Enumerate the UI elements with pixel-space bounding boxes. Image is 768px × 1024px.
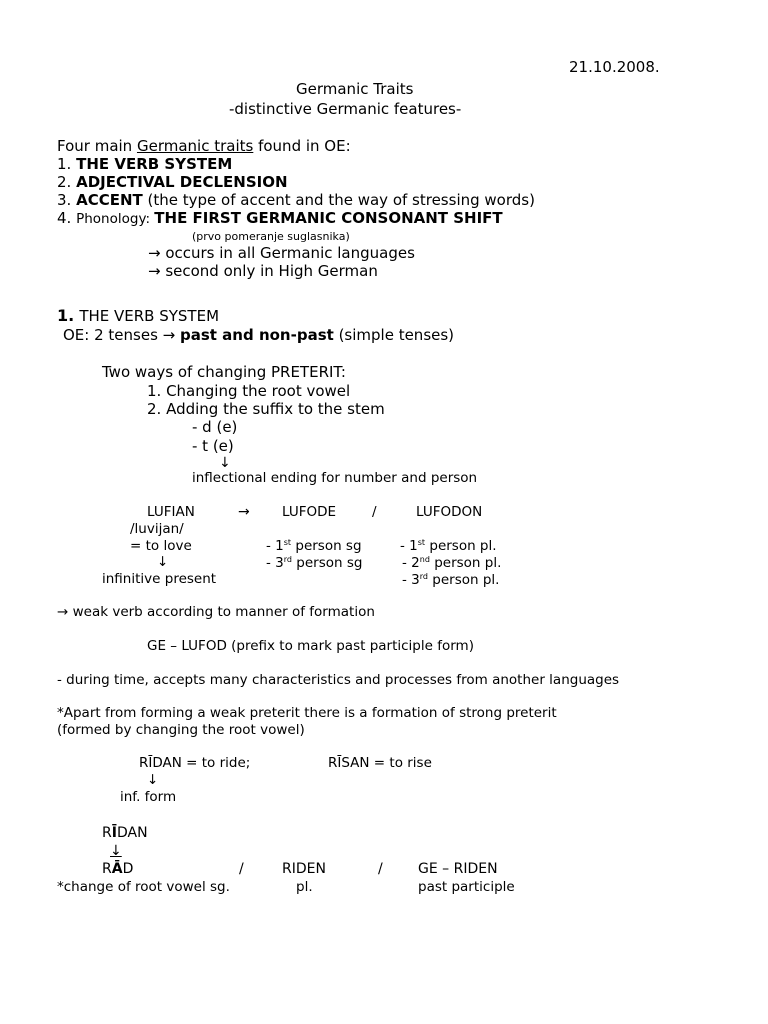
tenses-bold: past and non-past [180,326,334,344]
intro-line [57,139,351,154]
trait-label: THE FIRST GERMANIC CONSONANT SHIFT [154,209,503,227]
strong-preterit-line-1: *Apart from forming a weak preterit there is a formation of strong preterit [57,705,557,721]
down-arrow-icon: ↓ [147,772,159,788]
down-arrow-icon: ↓ [110,843,122,859]
pl-label-2 [402,557,501,571]
label-post: person pl. [428,572,500,588]
label-post: person sg [292,555,363,571]
label-pre: - 1 [266,538,284,554]
trait-item-1 [57,157,232,172]
example-past-sg: LUFODE [282,504,337,520]
ablaut-label-sg: *change of root vowel sg. [57,879,230,895]
document-title: Germanic Traits [296,80,414,98]
letter: DAN [116,825,148,841]
section-title: THE VERB SYSTEM [79,307,220,325]
section-number: 1. [57,306,75,325]
rad-word [102,862,133,876]
document-subtitle: -distinctive Germanic features- [229,100,462,118]
example-infinitive: LUFIAN [147,504,195,520]
long-vowel: Ī [111,825,117,841]
preterit-way-1: 1. Changing the root vowel [147,382,351,400]
down-arrow-icon: ↓ [157,554,169,570]
example-past-pl: LUFODON [416,504,483,520]
riden-word: RIDEN [282,861,326,877]
suffix-t: - t (e) [192,437,234,455]
preterit-intro: Two ways of changing PRETERIT: [102,363,346,381]
tenses-prefix: OE: 2 tenses → [63,326,180,344]
weak-verb-note: → weak verb according to manner of formation [57,604,375,620]
intro-prefix: Four main [57,137,137,155]
tenses-suffix: (simple tenses) [333,326,455,344]
trait-extra: (the type of accent and the way of stressing words) [142,191,535,209]
label-pre: - 3 [402,572,420,588]
inf-form-label: inf. form [120,789,177,805]
ridan-word [102,826,148,840]
preterit-way-2: 2. Adding the suffix to the stem [147,400,385,418]
example-pronunciation: /luvijan/ [130,521,184,537]
label-pre: - 2 [402,555,420,571]
trait-item-2 [57,175,288,190]
example-infinitive-label: infinitive present [102,571,217,587]
long-vowel: Ā [111,861,123,877]
trait-label: ACCENT [76,191,143,209]
ridan-example: RĪDAN = to ride; [139,755,251,771]
trait-label: ADJECTIVAL DECLENSION [76,173,288,191]
document-date: 21.10.2008. [569,58,660,76]
intro-germanic-traits: Germanic traits [136,137,254,155]
intro-suffix: found in OE: [253,137,351,155]
label-sup: st [417,538,426,547]
example-meaning: = to love [130,538,192,554]
trait-number: 3. [57,191,72,209]
risan-example: RĪSAN = to rise [328,755,432,771]
trait-label: THE VERB SYSTEM [76,155,233,173]
shift-point-2: → second only in High German [148,262,378,280]
strong-preterit-line-2: (formed by changing the root vowel) [57,722,305,738]
ge-riden-word: GE – RIDEN [418,861,498,877]
label-pre: - 1 [400,538,418,554]
ending-note: inflectional ending for number and person [192,470,478,486]
trait-prefix: Phonology: [76,211,155,227]
label-sup: rd [419,572,428,581]
ablaut-slash-1: / [239,861,244,877]
label-sup: nd [419,555,430,564]
tenses-line [63,328,454,343]
label-pre: - 3 [266,555,284,571]
consonant-shift-note: (prvo pomeranje suglasnika) [192,230,350,243]
pl-label-3 [402,574,499,588]
ablaut-slash-2: / [378,861,383,877]
label-post: person pl. [429,555,502,571]
shift-point-1: → occurs in all Germanic languages [148,244,415,262]
label-sup: st [283,538,292,547]
letter: D [122,861,134,877]
sg-label-2 [266,557,362,571]
down-arrow-icon: ↓ [219,455,231,471]
letter: R [102,861,112,877]
example-slash: / [372,504,377,520]
trait-item-3 [57,193,535,208]
sg-label-1 [266,540,362,554]
ablaut-label-pp: past participle [418,879,515,895]
trait-item-4 [57,211,503,227]
label-post: person pl. [425,538,497,554]
during-time-note: - during time, accepts many characteristics and processes from another languages [57,672,620,688]
ablaut-label-pl: pl. [296,879,313,895]
label-sup: rd [283,555,292,564]
label-post: person sg [291,538,362,554]
right-arrow-icon: → [238,504,250,520]
trait-number: 1. [57,155,72,173]
suffix-d: - d (e) [192,418,238,436]
letter: R [102,825,112,841]
pl-label-1 [400,540,497,554]
trait-number: 4. [57,209,72,227]
ge-lufod-note: GE – LUFOD (prefix to mark past participle form) [147,638,474,654]
trait-number: 2. [57,173,72,191]
section-heading [57,308,219,324]
